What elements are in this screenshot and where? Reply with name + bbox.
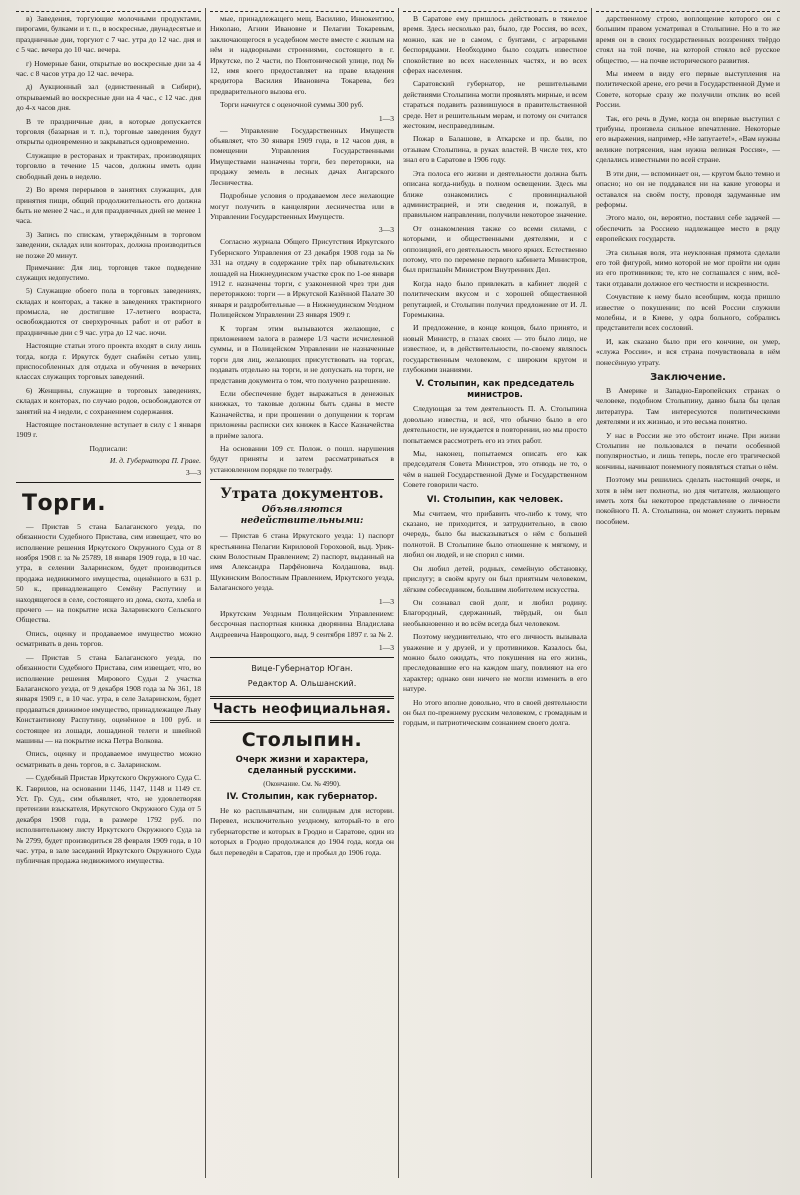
insertion-count: 3—3 [378, 225, 394, 235]
article-paragraph: И, как сказано было при его кончине, он умер, «служа России», и вся страна почувствовала в нём понесённую утрату. [596, 336, 780, 367]
column-4 [591, 8, 784, 1178]
auction-notice: Согласно журнала Общего Присутствия Иркутского Губернского Управления от 23 декабря 1908 года за № 331 на отдачу в содержание трёх пар обывательских лошадей на Нижнеудинском участке срок по 1-ое января 1912 г. назначены торги, с узаконенной чрез три дня переторжкою: торги — в Иркутской Казённой Палате 30 января и раздробительные — в Нижнеудинском Уездном Полицейском Управлении 23 января 1909 г. [210, 237, 394, 320]
article-paragraph: дарственному строю, воплощение которого он с большим правом усматривал в Столыпине. Но в то же время он в своих государственных воззрениях твёрдо стоял на той почве, на которой стояло всё русское общество, — на почве исторического развития. [596, 14, 780, 65]
text-paragraph: 3) Запись по спискам, утверждённым в торговом заведении, складах или конторах, должна производиться не позже 20 минут. [16, 229, 201, 260]
text-paragraph: в) Заведения, торгующие молочными продуктами, пирогами, булками и т. п., в воскресные, двунадесятые и праздничные дни, торгуют с 7 час. утра до 12 час. дня и с 5 час. вечера до 10 час. вечера. [16, 14, 201, 55]
article-paragraph: Когда надо было привлекать в кабинет людей с политическим вкусом и с хорошей общественной репутацией, и Столыпин получил предложение от И. Л. Горемыкина. [403, 278, 587, 319]
section-subheading: Объявляются недействительными: [240, 504, 364, 527]
text-paragraph: 5) Служащие обоего пола в торговых заведениях, складах и конторах, а также в заведениях трактирного промысла, не достигшие 17-летнего возраста, освобождаются от сверхурочных работ и от работ в праздничные дни с 9 час. утра до 12 час. ночи. [16, 286, 201, 337]
lost-document-notice: Иркутским Уездным Полицейским Управлением: бессрочная паспортная книжка дворянина Владислава Андреевича Наврощкого, выд. 9 сентября 1897 г. за № 2. [210, 608, 394, 639]
article-paragraph: Но этого вполне довольно, что в своей деятельности он был по-прежнему русским человеком, с громадным и гордым, и патриотическим сознанием своего долга. [403, 697, 587, 728]
article-paragraph: И предложение, в конце концов, было принято, и новый Министр, в глазах своих — это было лицо, не известное, и, в действительности, по-своему являлось государственным человеком, с широким кругом и глубокими знаниями. [403, 323, 587, 374]
article-title: Столыпин. [241, 728, 363, 751]
article-paragraph: Эта полоса его жизни и деятельности должна быть описана когда-нибудь в полном освещении. Здесь мы ближе ознакомились с провинциальной администрацией, и эти сведения и, пожалуй, в правильном направлении, получили некоторое значение. [403, 168, 587, 220]
insertion-count: 1—3 [378, 596, 394, 606]
continuation-note: (Окончание. См. № 4990). [263, 779, 341, 788]
columns [12, 8, 790, 1178]
article-paragraph: Он любил детей, родных, семейную обстановку, прислугу; в своём кругу он был приятным человеком, лёгким собеседником, большим любителем искусства. [403, 563, 587, 594]
text-paragraph: В те праздничные дни, в которые допускается торговля (базарная и т. п.), торговые заведения будут открыты одновременно и закрываться одновременно. [16, 116, 201, 147]
article-paragraph: Пожар в Балашове, в Аткарске и пр. были, по отзывам Столыпина, в руках властей. В числе тех, кто знал его в Саратове в 1906 году. [403, 134, 587, 165]
text-paragraph: д) Аукционный зал (единственный в Сибири), открываемый во воскресные дни на 4 час., с 12 час. дня до 4-х часов дня. [16, 82, 201, 113]
auction-notice: мые, принадлежащего мещ. Василию, Иннокентию, Николаю, Агнии Ивановне и Пелагии Токаревым, заключающегося в усадебном месте вместе с жилым на нём и надворными строениями, состоящего в г. Иркутске, по 2 части, по Понтонической улице, под № 12, имя коего предоставляет на праве владения кредитора Василия Ивановича Токарева, без предварительного вызова его. [210, 14, 394, 96]
article-paragraph: В Саратове ему пришлось действовать в тяжелое время. Здесь несколько раз, было, где Россия, во всех, можно, как не в самом, с бунтами, с аграрными беспорядками. Необходимо было создать известное спокойствие во всех населенных частях, и во всех сферах населения. [403, 14, 587, 76]
article-paragraph: Эта сильная воля, эта неуклонная прямота сделали его той фигурой, мимо которой не мог пройти ни один из его противников; те, кто не соглашался с ним, всё-таки отдавали должное его честности и искренности. [596, 247, 780, 288]
auction-notice: — Пристав 5 стана Балаганского уезда, по обязанности Судебного Пристава, сим извещает, что во исполнение решения Иркутского Окружного Суда от 8 ноября 1908 г. за № 25789, 18 января 1909 года, в 10 час. утра, в селении Заларинском, будет производиться продажа недвижимого имущества, оценённого в 631 р. 50 к., принадлежащего Семёну Распутину и находящегося в селе, состоящего из дома, скота, хлеба и прочего — на покрытие иска Заларинского Сельского Общества. [16, 521, 201, 625]
governor-signature: И. д. Губернатора П. Граве. [109, 455, 201, 465]
article-paragraph: От ознакомления также со всеми силами, с которыми, и общественными деятелями, и с оппозицией, его деятельность много ярких. Естественно потому, что по перемене первого кабинета Министров, был приглашён Министром Внутренних Дел. [403, 223, 587, 275]
top-rule [210, 11, 394, 12]
editor-line: Редактор А. Ольшанский. [247, 678, 357, 688]
text-paragraph: г) Номерные бани, открытые во воскресные дни за 4 час. с 8 часов утра до 12 час. вечера. [16, 58, 201, 79]
article-subtitle: Очерк жизни и характера, сделанный русскими. [235, 754, 369, 776]
auction-notice: — Управление Государственных Имуществ объявляет, что 30 января 1909 года, в 12 часов дня, в помещении Управления Государственными Имуществами назначены торги, без переторжки, на продажу земель в лесных дачах Ангарского Лесничества. [210, 125, 394, 187]
top-rule [16, 11, 201, 12]
auction-notice: Опись, оценку и продаваемое имущество можно осматривать в день торгов. [16, 628, 201, 649]
auction-notice: — Пристав 5 стана Балаганского уезда, по обязанности Судебного Пристава, сим извещает, что, во исполнение решения Мирового Судьи 2 участка Балаганского уезда, от 9 декабря 1908 года за № 361, 18 января 1909 г., в 10 час. утра, в селе Заларинском, будет продаваться движимое имущество, принадлежащее Льву Константинову Распутину, оценённое в 100 руб. и состоящее из лошади, лошадиной телеги и швейной машины — на покрытие иска Петра Волкова. [16, 652, 201, 745]
article-paragraph: Мы имеем в виду его первые выступления на политической арене, его речи в Государственной Думе и Совете, которые сразу же получили отклик во всей России. [596, 69, 780, 110]
auction-notice: Если обеспечение будет выражаться в денежных книжках, то таковые должны быть сданы в месте Казначейства, и при прошении о допущении к торгам приложены расписки сих книжек в Кассе Казначейства в приёме залога. [210, 389, 394, 440]
text-paragraph: Служащие в ресторанах и трактирах, производящих торговлю в течение 15 часов, должны иметь один свободный день в неделю. [16, 150, 201, 181]
article-paragraph: В Америке и Западно-Европейских странах о человеке, подобном Столыпину, давно была бы целая литература. Там интересуются политическими деятелями и их жизнью, и это весьма понятно. [596, 386, 780, 427]
lost-document-notice: — Пристав 6 стана Иркутского уезда: 1) паспорт крестьянина Пелагии Кириловой Гороховой, выд. Урик-ским Волостным Правлением; 2) паспорт, выданный на имя Александра Парфёновича Колдашова, выд. Щукинским Волостным Правлением, Иркутского уезда, Балаганского уезда. [210, 531, 394, 593]
article-paragraph: Сочувствие к нему было всеобщим, когда пришло известие о покушении; по всей России служили молебны, и в Киеве, у одра больного, собрались представители всех сословий. [596, 292, 780, 333]
column-3 [398, 8, 591, 1178]
signed-label: Подписали: [89, 443, 128, 453]
section-heading-lost-documents: Утрата документов. [220, 486, 384, 503]
article-paragraph: Поэтому неудивительно, что его личность вызывала уважение и у друзей, и у противников. Казалось бы, можно было ожидать, что покушения на его жизнь, преследовавшие его на каждом шагу, повлияют на его характер; однако они ничего не могли изменить в его натуре. [403, 632, 587, 694]
auction-notice: На основании 109 ст. Полож. о пошл. нарушения будут приняты и затем рассматриваться в установленном порядке по телеграфу. [210, 444, 394, 474]
article-section-heading: IV. Столыпин, как губернатор. [226, 791, 378, 802]
article-paragraph: Саратовский губернатор, не решительными действиями Столыпина могли проявлять мирные, и всем стараться подавить развившуюся в правительственной среде. Нет и решительным мерам, и потому он считался жестоким, несправедливым. [403, 79, 587, 131]
section-banner-unofficial: Часть неофициальная. [210, 696, 394, 723]
auction-notice: Торги начнутся с оценочной суммы 300 руб. [220, 100, 364, 110]
column-2 [205, 8, 398, 1178]
text-paragraph: 6) Женщины, служащие в торговых заведениях, складах и конторах, по случаю родов, освобождаются от занятий на 4 недели, с сохранением содержания. [16, 385, 201, 416]
article-paragraph: Так, его речь в Думе, когда он впервые выступил с трибуны, произвела сильное впечатление. Некоторые его выражения, например, «Не запугаете!», «Вам нужны великие потрясения, нам нужна великая Россия», — сделались известными по всей стране. [596, 113, 780, 165]
top-rule [403, 11, 587, 12]
section-heading-torgi: Торги. [22, 490, 107, 516]
article-paragraph: У нас в России же это обстоит иначе. При жизни Столыпин не пользовался в печати особенной популярностью, и лишь теперь, после его трагической кончины, начинают понемногу появляться статьи о нём. [596, 430, 780, 471]
article-paragraph: Мы, наконец, попытаемся описать его как председателя Совета Министров, это отнюдь не то, о чём в нашей Государственной Думе и Государственном Совете говорили часто. [403, 449, 587, 490]
article-paragraph: Он сознавал свой долг, и любил родину. Благородный, сдержанный, твёрдый, он был необыкновенно и во всём всегда был человеком. [403, 597, 587, 628]
text-paragraph: Настоящее постановление вступает в силу с 1 января 1909 г. [16, 420, 201, 440]
note-paragraph: Примечание: Для лиц, торговцев такое подведение служащих недопустимо. [16, 263, 201, 282]
auction-notice: — Судебный Пристав Иркутского Окружного Суда С. К. Гаврилов, на основании 1146, 1147, 1148 и 1149 ст. Уст. Гр. Суд., сим объявляет, что, не удовлетворяя претензии взыскателя, Иркутского Окружного Суда от 5 декабря 1908 года, в размере 1792 руб. по исполнительному листу Иркутского Окружного Суда за № 2799, будет производиться 28 февраля 1909 года, в 10 час. утра, в зале заседаний Иркутского Окружного Суда публичная продажа недвижимого имущества. [16, 773, 201, 866]
column-1 [12, 8, 205, 1178]
article-section-heading: VI. Столыпин, как человек. [426, 494, 564, 505]
article-section-heading: V. Столыпин, как председатель министров. [415, 379, 575, 401]
auction-notice: Опись, оценку и продаваемое имущество можно осматривать в день торгов, в с. Заларинском. [16, 749, 201, 769]
article-paragraph: Не ко расплывчатым, ни солидным для истории. Перевел, исключительно уездному, который-то в его губернаторстве и которых в Гродно и Саратове, один из которых в Гродно продолжался до 1904 года, когда он был переведён в Саратов, где и пробыл до 1906 года. [210, 805, 394, 857]
article-paragraph: Поэтому мы решились сделать настоящий очерк, и хотя в нём нет полноты, но для читателя, желающего иметь хотя бы некоторое представление о личности покойного П. А. Столыпина, он может служить первым пособием. [596, 475, 780, 526]
article-paragraph: В эти дни, — вспоминает он, — кругом было темно и опасно; но он не поддавался ни на какие уговоры и оставался на своём посту, проводя задуманные им реформы. [596, 168, 780, 209]
insertion-count: 3—3 [185, 467, 201, 477]
text-paragraph: Настоящие статьи этого проекта входят в силу лишь тогда, когда г. Иркутск будет снабжён сетью улиц, приспособленных для отдыха и обучения в вечерних классах служащих торговых заведений. [16, 341, 201, 382]
insertion-count: 1—3 [378, 113, 394, 123]
divider [210, 657, 394, 658]
insertion-count: 1—3 [378, 642, 394, 652]
article-section-heading-conclusion: Заключение. [650, 372, 726, 383]
text-paragraph: 2) Во время перерывов в занятиях служащих, для принятия пищи, общий продолжительность его должна быть не менее 2 час., и для праздничных дней не менее 1 часа. [16, 185, 201, 226]
vice-governor-line: Вице-Губернатор Юган. [251, 663, 353, 673]
auction-notice: Подробные условия о продаваемом лесе желающие могут получить в канцелярии лесничества или в Управлении Государственных Имуществ. [210, 191, 394, 221]
article-paragraph: Мы считаем, что прибавить что-либо к тому, что сказано, не приходится, и затруднительно, в свою очередь, было бы высказываться о нём с большей полнотой. В Столыпине было отношение к мягкому, и любил он людей, и не спорил с ними. [403, 508, 587, 560]
divider [210, 479, 394, 480]
divider [16, 482, 201, 483]
top-rule [596, 11, 780, 12]
article-paragraph: Этого мало, он, вероятно, поставил себе задачей — обеспечить за Россиею надлежащее место в ряду европейских государств. [596, 213, 780, 244]
auction-notice: К торгам этим вызываются желающие, с приложением залога в размере 1/3 части исчисленной суммы, и в Полицейском Управлении не назначенные торги для лиц, желающих присутствовать на торгах, подавать отдельно на торги, и не допускать на торги, не представив документа о том, что получено разрешение. [210, 323, 394, 385]
article-paragraph: Следующая за тем деятельность П. А. Столыпина довольно известна, и всё, что обычно было в его деятельности, не нуждается в повторении, но мы просто попытаемся рассмотреть его из этих работ. [403, 404, 587, 445]
